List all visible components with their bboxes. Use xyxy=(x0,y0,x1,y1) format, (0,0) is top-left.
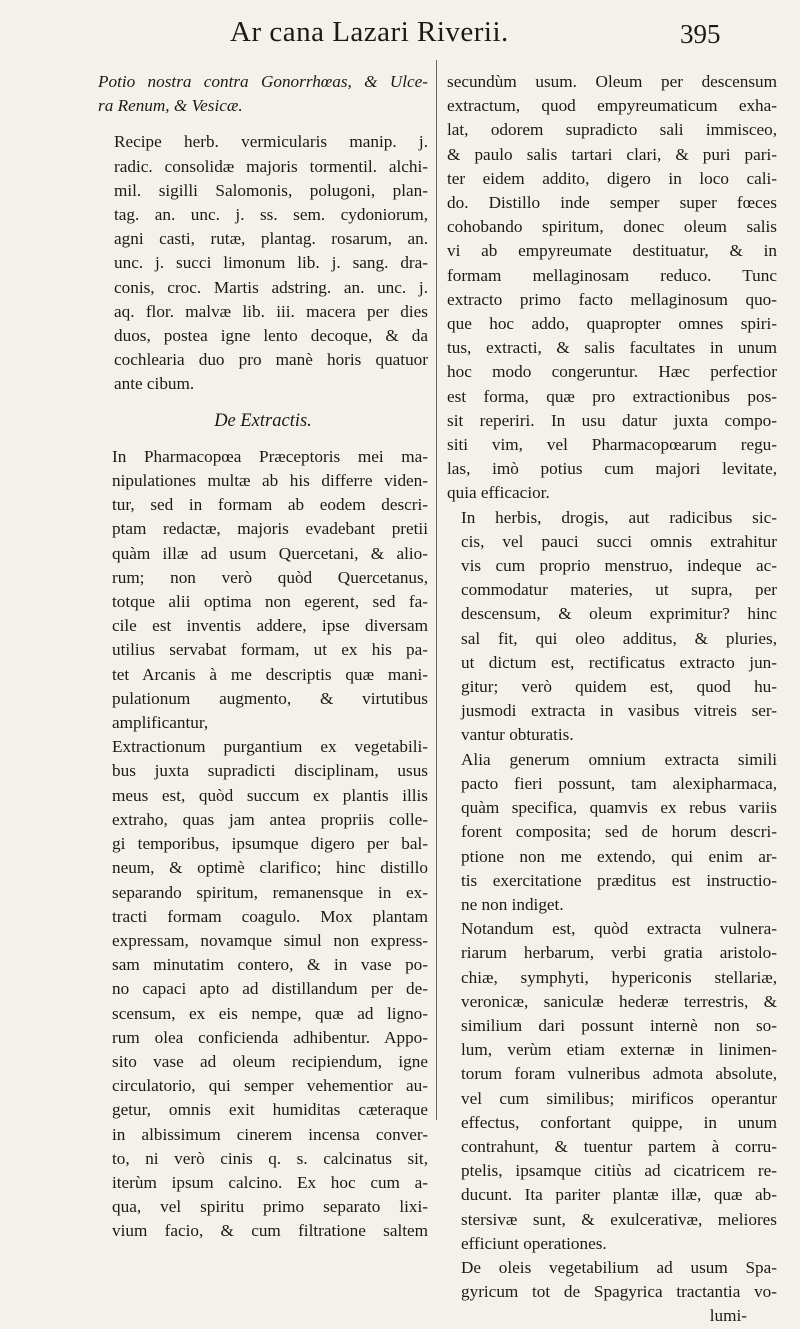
text-line: quia efficacior. xyxy=(447,483,550,503)
recipe-title xyxy=(98,70,428,118)
text-line: rum; non verò quòd Quercetanus, xyxy=(112,567,428,587)
text-line: formam mellaginosam reduco. Tunc xyxy=(447,265,777,285)
left-column xyxy=(98,70,428,1244)
text-line: que hoc addo, quapropter omnes spiri- xyxy=(447,314,777,334)
text-line: cile est inventis addere, ipse diversam xyxy=(112,616,428,636)
text-line: secundùm usum. Oleum per descensum xyxy=(447,72,777,91)
text-line: chiæ, symphyti, hypericonis stellariæ, xyxy=(461,967,777,987)
text-line: amplificantur, xyxy=(112,713,209,733)
text-line: Alia generum omnium extracta simili xyxy=(461,749,777,769)
text-line: mil. sigilli Salomonis, polugoni, plan- xyxy=(114,180,428,200)
text-line: descensum, & oleum exprimitur? hinc xyxy=(461,604,777,624)
paragraph xyxy=(98,445,428,735)
paragraph xyxy=(447,1256,777,1329)
text-line: In herbis, drogis, aut radicibus sic- xyxy=(461,507,777,527)
text-line: lat, odorem supradicto sali immisceo, xyxy=(447,120,777,140)
text-line: tis exercitatione præditus est instructio- xyxy=(461,870,777,890)
text-line: totque alii optima non egerent, sed fa- xyxy=(112,592,428,612)
text-line: cochlearia duo pro manè horis quatuor xyxy=(114,350,428,370)
text-line: unc. j. succi limonum lib. j. sang. dra- xyxy=(114,253,428,273)
text-line: stersivæ sunt, & exulcerativæ, meliores xyxy=(461,1209,777,1229)
text-line: similium dari possunt internè non so- xyxy=(461,1015,777,1035)
text-line: In Pharmacopœa Præceptoris mei ma- xyxy=(112,446,428,466)
paragraph xyxy=(447,748,777,917)
text-line: vantur obturatis. xyxy=(461,725,574,745)
text-line: separando spiritum, remanensque in ex- xyxy=(112,882,428,902)
text-line: gitur; verò quidem est, quod hu- xyxy=(461,677,777,697)
text-line: Recipe herb. vermicularis manip. j. xyxy=(114,132,428,152)
catchword: lumi- xyxy=(709,1306,747,1326)
text-line: jusmodi extracta in vasibus vitreis ser- xyxy=(461,701,777,721)
text-line: tag. an. unc. j. ss. sem. cydoniorum, xyxy=(114,205,428,225)
text-line: extractum, quod empyreumaticum exha- xyxy=(447,96,777,116)
text-line: contrahunt, & tuentur partem à corru- xyxy=(461,1136,777,1156)
text-line: quàm illæ ad usum Quercetani, & alio- xyxy=(112,543,428,563)
paragraph xyxy=(447,70,777,506)
text-line: extracto primo facto mellaginosum quo- xyxy=(447,289,777,309)
recipe-title-line: ra Renum, & Vesicæ. xyxy=(98,96,243,116)
text-line: vium facio, & cum filtratione saltem xyxy=(112,1221,428,1241)
text-line: extraho, quas jam antea propriis colle- xyxy=(112,809,428,829)
text-line: rum olea conficienda adhibentur. Appo- xyxy=(112,1027,428,1047)
text-line: tus, extracti, & salis facultates in unum xyxy=(447,338,777,358)
text-line: utilius servabat formam, ut ex his pa- xyxy=(112,640,428,660)
text-line: neum, & optimè clarifico; hinc distillo xyxy=(112,858,428,878)
text-line: aq. flor. malvæ lib. iii. macera per dies xyxy=(114,301,428,321)
text-line: pulationum augmento, & virtutibus xyxy=(112,688,428,708)
text-line: expressam, novamque simul non express- xyxy=(112,930,428,950)
text-line: forent composita; sed de horum descri- xyxy=(461,822,777,842)
text-line: conis, croc. Martis adstring. an. unc. j. xyxy=(114,277,428,297)
text-line: nipulationes multæ ab his differre viden- xyxy=(112,471,428,491)
text-line: to, ni verò cinis q. s. calcinatus sit, xyxy=(112,1148,428,1168)
recipe-paragraph xyxy=(98,130,428,396)
text-line: in albissimum cinerem incensa conver- xyxy=(112,1124,428,1144)
text-line: sam minutatim contero, & in vase po- xyxy=(112,955,428,975)
text-line: vel cum similibus; mirificos operantur xyxy=(461,1088,777,1108)
text-line: tet Arcanis à me descriptis quæ mani- xyxy=(112,664,428,684)
right-column xyxy=(447,70,777,1329)
text-line: gi temporibus, ipsumque digero per bal- xyxy=(112,834,428,854)
text-line: cohobando spiritum, donec oleum salis xyxy=(447,217,777,237)
text-line: lum, verùm etiam externæ in linimen- xyxy=(461,1040,777,1060)
text-line: vi ab empyreumate destituatur, & in xyxy=(447,241,777,261)
text-line: est forma, quæ pro extractionibus pos- xyxy=(447,386,777,406)
section-heading: De Extractis. xyxy=(214,410,312,431)
text-line: Notandum est, quòd extracta vulnera- xyxy=(461,919,777,939)
text-line: circulatorio, qui semper vehementior au- xyxy=(112,1076,428,1096)
text-line: sito vase ad oleum recipiendum, igne xyxy=(112,1051,428,1071)
text-line: duos, postea igne lento decoque, & da xyxy=(114,326,428,346)
page-number: 395 xyxy=(680,19,721,49)
text-line: las, imò potius cum majori levitate, xyxy=(447,459,777,479)
text-line: do. Distillo inde semper super fœces xyxy=(447,193,777,213)
text-line: De oleis vegetabilium ad usum Spa- xyxy=(461,1257,777,1277)
text-line: Extractionum purgantium ex vegetabili- xyxy=(112,737,428,757)
text-line: cis, vel pauci succi omnis extrahitur xyxy=(461,531,777,551)
text-line: riarum herbarum, verbi gratia aristolo- xyxy=(461,943,777,963)
text-line: quàm specifica, quamvis ex rebus variis xyxy=(461,798,777,818)
column-divider xyxy=(436,60,437,1120)
text-line: effectus, confortant quippe, in unum xyxy=(461,1112,777,1132)
text-line: ne non indiget. xyxy=(461,894,564,914)
running-title: Ar cana Lazari Riverii. xyxy=(230,16,509,48)
text-line: ptam redactæ, majoris evadebant pretii xyxy=(112,519,428,539)
recipe-title-line: Potio nostra contra Gonorrhœas, & Ulce- xyxy=(98,72,428,91)
text-line: agni casti, rutæ, plantag. rosarum, an. xyxy=(114,229,428,249)
text-line: iterùm ipsum calcino. Ex hoc cum a- xyxy=(112,1172,428,1192)
text-line: sal fit, qui oleo additus, & pluries, xyxy=(461,628,777,648)
text-line: sit reperiri. In usu datur juxta compo- xyxy=(447,410,777,430)
text-line: veronicæ, saniculæ hederæ terrestris, & xyxy=(461,991,777,1011)
text-line: tracti formam coagulo. Mox plantam xyxy=(112,906,428,926)
text-line: ter eidem addito, digero in loco cali- xyxy=(447,168,777,188)
text-line: qua, vel spiritu primo separato lixi- xyxy=(112,1197,428,1217)
text-line: commodatur materies, ut supra, per xyxy=(461,580,777,600)
text-line: siti vim, vel Pharmacopœarum regu- xyxy=(447,435,777,455)
text-line: torum foram vulneribus admota absolute, xyxy=(461,1064,777,1084)
text-line: pacto fieri possunt, tam alexipharmaca, xyxy=(461,773,777,793)
text-line: scensum, ex eis nempe, quæ ad ligno- xyxy=(112,1003,428,1023)
text-line: efficiunt operationes. xyxy=(461,1233,607,1253)
page-header xyxy=(0,14,800,58)
paragraph xyxy=(98,735,428,1243)
text-line: ante cibum. xyxy=(114,374,195,394)
text-line: gyricum tot de Spagyrica tractantia vo- xyxy=(461,1282,777,1302)
paragraph xyxy=(447,917,777,1256)
paragraph xyxy=(447,506,777,748)
text-line: ptione non me extendo, qui enim ar- xyxy=(461,846,777,866)
text-line: no capaci apto ad distillandum per de- xyxy=(112,979,428,999)
text-line: meus est, quòd succum ex plantis illis xyxy=(112,785,428,805)
text-line: ptelis, ipsamque citiùs ad cicatricem re- xyxy=(461,1161,777,1181)
text-line: ducunt. Ita pariter plantæ illæ, quæ ab- xyxy=(461,1185,777,1205)
text-line: ut dictum est, rectificatus extracto jun- xyxy=(461,652,777,672)
text-line: tur, sed in formam ab eodem descri- xyxy=(112,495,428,515)
text-line: hoc modo congeruntur. Hæc perfectior xyxy=(447,362,777,382)
text-line: bus juxta supradicti disciplinam, usus xyxy=(112,761,428,781)
text-line: & paulo salis tartari clari, & puri pari- xyxy=(447,144,777,164)
text-line: getur, omnis exit humiditas cæteraque xyxy=(112,1100,428,1120)
text-line: radic. consolidæ majoris tormentil. alchi- xyxy=(114,156,428,176)
text-line: vis cum proprio menstruo, indeque ac- xyxy=(461,556,777,576)
